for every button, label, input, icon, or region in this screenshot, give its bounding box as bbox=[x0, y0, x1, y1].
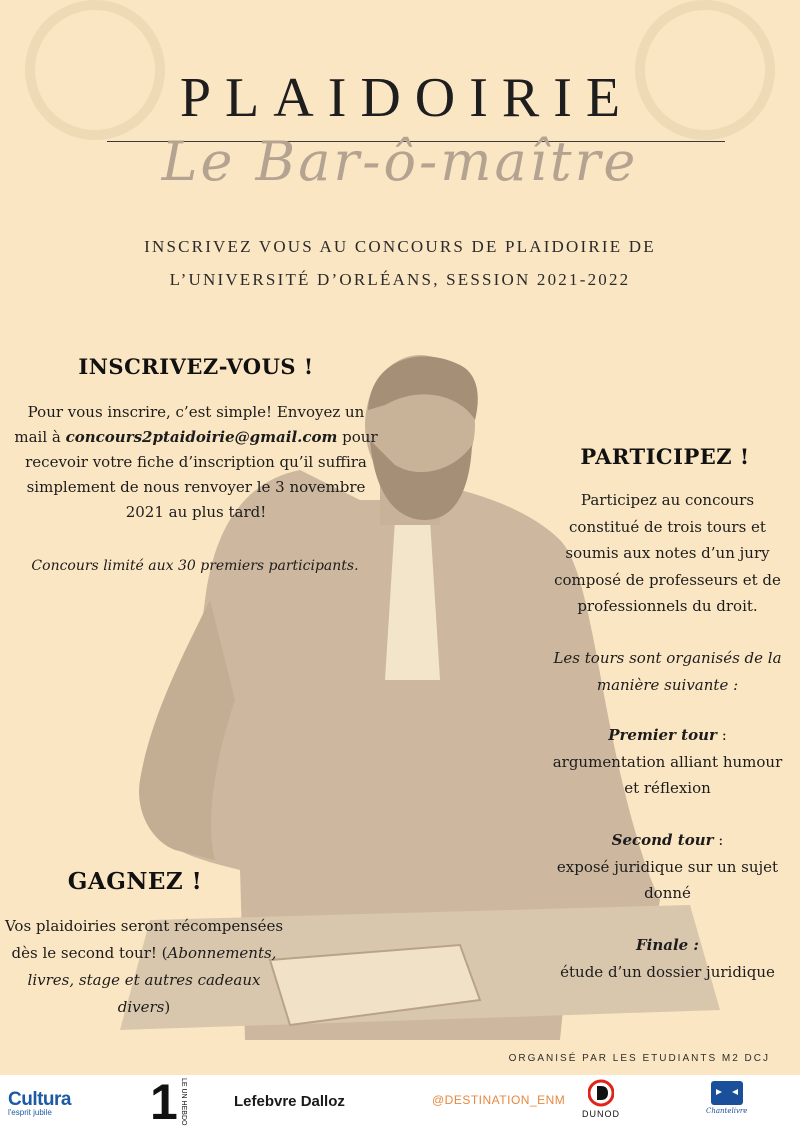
tour-item-finale bbox=[545, 932, 790, 985]
gagnez-text bbox=[0, 913, 288, 1021]
tour-label: Premier tour bbox=[608, 726, 717, 744]
gagnez-prizes: Abonnements, livres, stage et autres cadeaux divers bbox=[27, 944, 277, 1016]
tour-sep: : bbox=[713, 831, 724, 849]
tour-desc: argumentation alliant humour et réflexion bbox=[552, 752, 783, 797]
cultura-logo bbox=[8, 1089, 71, 1117]
tour-sep: : bbox=[716, 726, 727, 744]
organiser-credit: ORGANISÉ PAR LES ETUDIANTS M2 DCJ bbox=[508, 1053, 770, 1064]
participant-limit-note: Concours limité aux 30 premiers participants. bbox=[31, 558, 359, 574]
participez-text: Participez au concours constitué de trois tours et soumis aux notes d’un jury composé de professeurs et de professionnels du droit. bbox=[554, 491, 781, 615]
tour-desc: exposé juridique sur un sujet donné bbox=[556, 857, 779, 902]
chantelivre-name: Chantelivre bbox=[706, 1107, 748, 1115]
hebdo-vertical-text: LE UN HEBDO bbox=[179, 1078, 187, 1126]
dunod-logo bbox=[582, 1079, 620, 1119]
tours-intro: Les tours sont organisés de la manière suivante : bbox=[553, 649, 782, 694]
le-un-hebdo-logo bbox=[150, 1074, 187, 1130]
dunod-name: DUNOD bbox=[582, 1109, 620, 1119]
poster-subtitle bbox=[0, 230, 800, 296]
inscription-heading: INSCRIVEZ-VOUS ! bbox=[78, 354, 314, 379]
subtitle-line-1: INSCRIVEZ VOUS AU CONCOURS DE PLAIDOIRIE DE bbox=[144, 237, 656, 256]
tour-item-second bbox=[545, 827, 790, 907]
cultura-tagline: l'esprit jubile bbox=[8, 1108, 52, 1117]
lefebvre-dalloz-logo: Lefebvre Dalloz bbox=[234, 1093, 345, 1110]
inscription-text-after: pour recevoir votre fiche d’inscription qu’il suffira simplement de nous renvoyer le 3 novembre 2021 au plus tard! bbox=[25, 428, 378, 521]
hebdo-numeral: 1 bbox=[150, 1074, 178, 1130]
cultura-name: Cultura bbox=[8, 1089, 71, 1110]
participez-heading: PARTICIPEZ ! bbox=[580, 444, 750, 469]
gagnez-paren-close: ) bbox=[164, 998, 171, 1016]
chantelivre-logo bbox=[706, 1079, 747, 1115]
inscription-text-before: Pour vous inscrire, c’est simple! Envoyez un mail à bbox=[14, 403, 365, 446]
tour-label: Second tour bbox=[611, 831, 714, 849]
tour-desc: étude d’un dossier juridique bbox=[560, 962, 775, 981]
dunod-d-icon bbox=[588, 1079, 614, 1107]
subtitle-line-2: L’UNIVERSITÉ D’ORLÉANS, SESSION 2021-2022 bbox=[169, 270, 631, 289]
inscription-email[interactable]: concours2ptaidoirie@gmail.com bbox=[65, 428, 338, 446]
chantelivre-book-icon bbox=[710, 1079, 744, 1107]
gagnez-heading: GAGNEZ ! bbox=[67, 868, 203, 895]
tour-item-premier bbox=[545, 722, 790, 802]
poster-title: PLAIDOIRIE bbox=[179, 67, 635, 129]
tour-label: Finale : bbox=[636, 936, 699, 954]
sponsor-logos-bar bbox=[0, 1075, 800, 1131]
destination-enm-logo: @DESTINATION_ENM bbox=[432, 1093, 566, 1107]
gagnez-paren-open: ( bbox=[161, 944, 168, 962]
gagnez-main-text: Vos plaidoiries seront récompensées dès le second tour! bbox=[4, 917, 284, 962]
inscription-text bbox=[10, 400, 382, 525]
script-title: Le Bar-ô-maître bbox=[161, 130, 639, 193]
